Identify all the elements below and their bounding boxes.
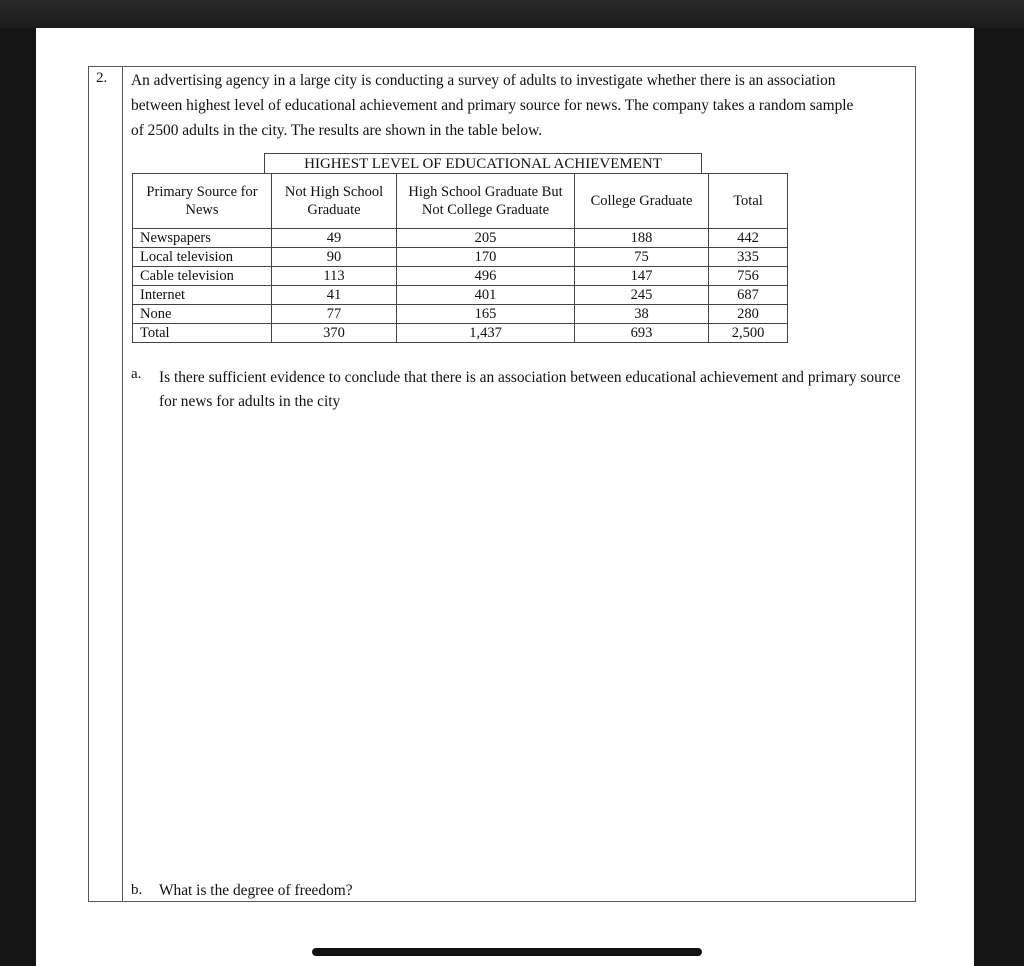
table-row — [133, 305, 788, 324]
table-cell: 756 — [709, 267, 788, 286]
table-cell: 49 — [272, 229, 397, 248]
table-row — [133, 248, 788, 267]
table-cell: 77 — [272, 305, 397, 324]
top-bar — [0, 0, 1024, 28]
table-cell: 205 — [397, 229, 575, 248]
row-label: Newspapers — [133, 229, 272, 248]
table-cell: 2,500 — [709, 324, 788, 343]
question-intro — [131, 68, 909, 143]
table-header-row — [133, 174, 788, 229]
row-label: None — [133, 305, 272, 324]
contingency-table — [132, 173, 788, 343]
table-cell: 165 — [397, 305, 575, 324]
table-cell: 1,437 — [397, 324, 575, 343]
table-row — [133, 267, 788, 286]
column-header: Total — [709, 174, 788, 229]
column-header: College Graduate — [575, 174, 709, 229]
home-indicator[interactable] — [312, 948, 702, 956]
row-header: Primary Source for News — [133, 174, 272, 229]
table-cell: 401 — [397, 286, 575, 305]
table-cell: 280 — [709, 305, 788, 324]
table-cell: 188 — [575, 229, 709, 248]
table-cell: 147 — [575, 267, 709, 286]
table-cell: 90 — [272, 248, 397, 267]
row-label: Internet — [133, 286, 272, 305]
row-label: Total — [133, 324, 272, 343]
table-cell: 687 — [709, 286, 788, 305]
part-a-label: a. — [131, 366, 142, 382]
table-cell: 38 — [575, 305, 709, 324]
intro-line: between highest level of educational achievement and primary source for news. The company takes a random sample — [131, 97, 854, 114]
table-cell: 113 — [272, 267, 397, 286]
column-header: High School Graduate But Not College Graduate — [397, 174, 575, 229]
table-cell: 170 — [397, 248, 575, 267]
row-label: Cable television — [133, 267, 272, 286]
table-cell: 245 — [575, 286, 709, 305]
intro-line: An advertising agency in a large city is conducting a survey of adults to investigate whether there is an association — [131, 72, 836, 89]
table-cell: 75 — [575, 248, 709, 267]
table-cell: 335 — [709, 248, 788, 267]
table-cell: 442 — [709, 229, 788, 248]
table-row — [133, 286, 788, 305]
part-a-text: Is there sufficient evidence to conclude that there is an association between educational achievement and primary source for news for adults in the city — [159, 369, 901, 410]
table-row — [133, 229, 788, 248]
part-b-text: What is the degree of freedom? — [159, 882, 353, 899]
table-cell: 693 — [575, 324, 709, 343]
table-cell: 370 — [272, 324, 397, 343]
table-group-header: HIGHEST LEVEL OF EDUCATIONAL ACHIEVEMENT — [264, 153, 702, 174]
table-cell: 496 — [397, 267, 575, 286]
number-column-divider — [122, 67, 123, 901]
row-label: Local television — [133, 248, 272, 267]
table-row-total — [133, 324, 788, 343]
column-header: Not High School Graduate — [272, 174, 397, 229]
intro-line: of 2500 adults in the city. The results are shown in the table below. — [131, 122, 543, 139]
part-b-label: b. — [131, 882, 143, 898]
question-number: 2. — [96, 70, 108, 86]
table-cell: 41 — [272, 286, 397, 305]
